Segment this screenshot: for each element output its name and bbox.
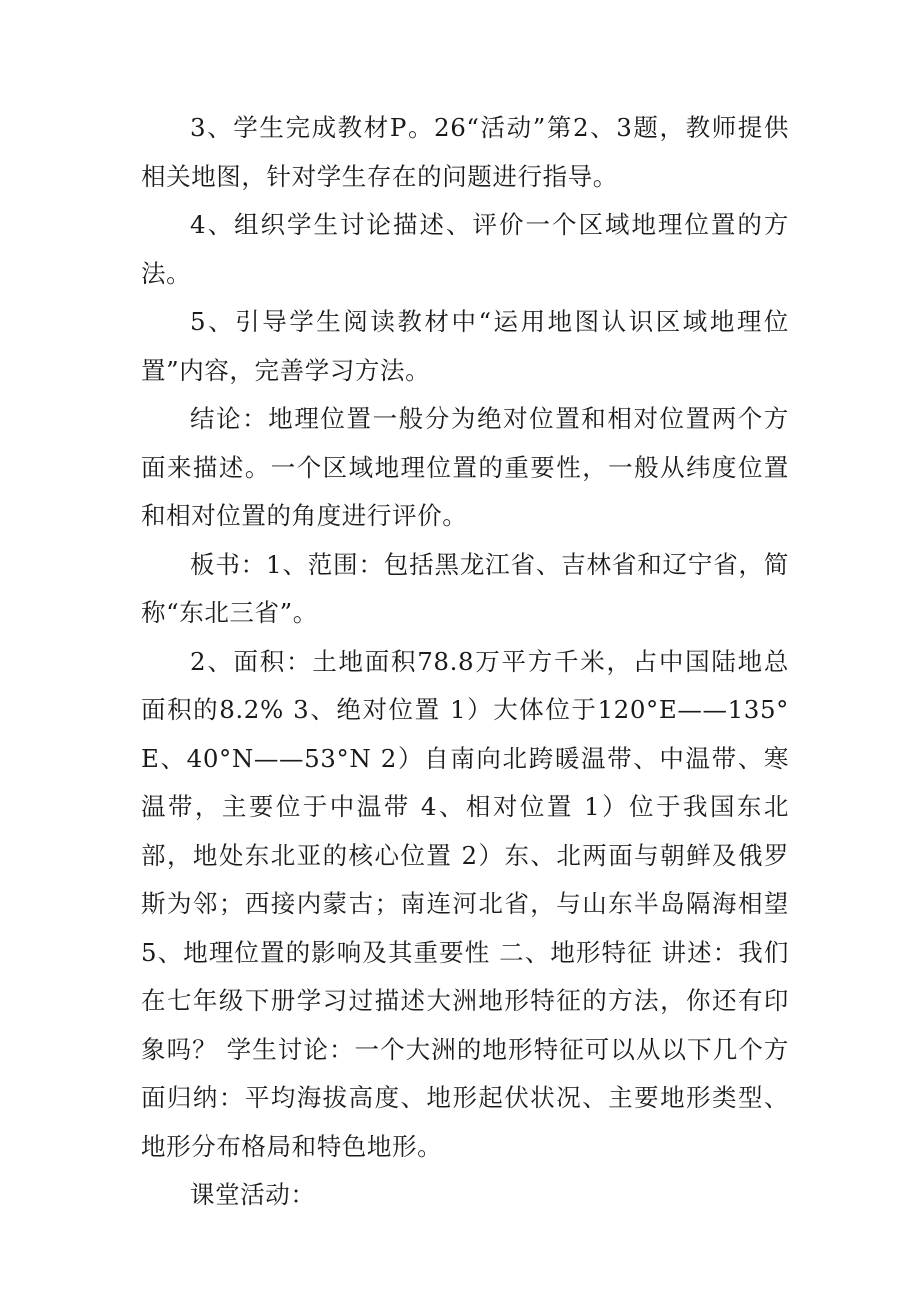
paragraph-blackboard-details: 2、面积：土地面积78.8万平方千米，占中国陆地总面积的8.2% 3、绝对位置 1）大体位于120°E——135°E、40°N——53°N 2）自南向北跨暖温带、中温带、寒温带，主要位于中温带 4、相对位置 1）位于我国东北部，地处东北亚的核心位置 2）东、北两面与朝鲜及俄罗斯为邻；西接内蒙古；南连河北省，与山东半岛隔海相望 5、地理位置的影响及其重要性 二、地形特征 讲述：我们在七年级下册学习过描述大洲地形特征的方法，你还有印象吗？ 学生讨论：一个大洲的地形特征可以从以下几个方面归纳：平均海拔高度、地形起伏状况、主要地形类型、地形分布格局和特色地形。 [141, 646, 789, 1161]
paragraph-class-activity: 课堂活动： [190, 1180, 316, 1209]
paragraph-blackboard-scope: 板书：1、范围：包括黑龙江省、吉林省和辽宁省，简称“东北三省”。 [141, 549, 789, 627]
paragraph-conclusion: 结论：地理位置一般分为绝对位置和相对位置两个方面来描述。一个区域地理位置的重要性，一般从纬度位置和相对位置的角度进行评价。 [141, 404, 789, 530]
paragraph-activity-task: 3、学生完成教材P。26“活动”第2、3题，教师提供相关地图，针对学生存在的问题进行指导。 [141, 113, 789, 191]
document-body [141, 104, 789, 1220]
paragraph-reading-guide: 5、引导学生阅读教材中“运用地图认识区域地理位置”内容，完善学习方法。 [141, 307, 789, 385]
paragraph-discussion-method: 4、组织学生讨论描述、评价一个区域地理位置的方法。 [141, 210, 789, 288]
